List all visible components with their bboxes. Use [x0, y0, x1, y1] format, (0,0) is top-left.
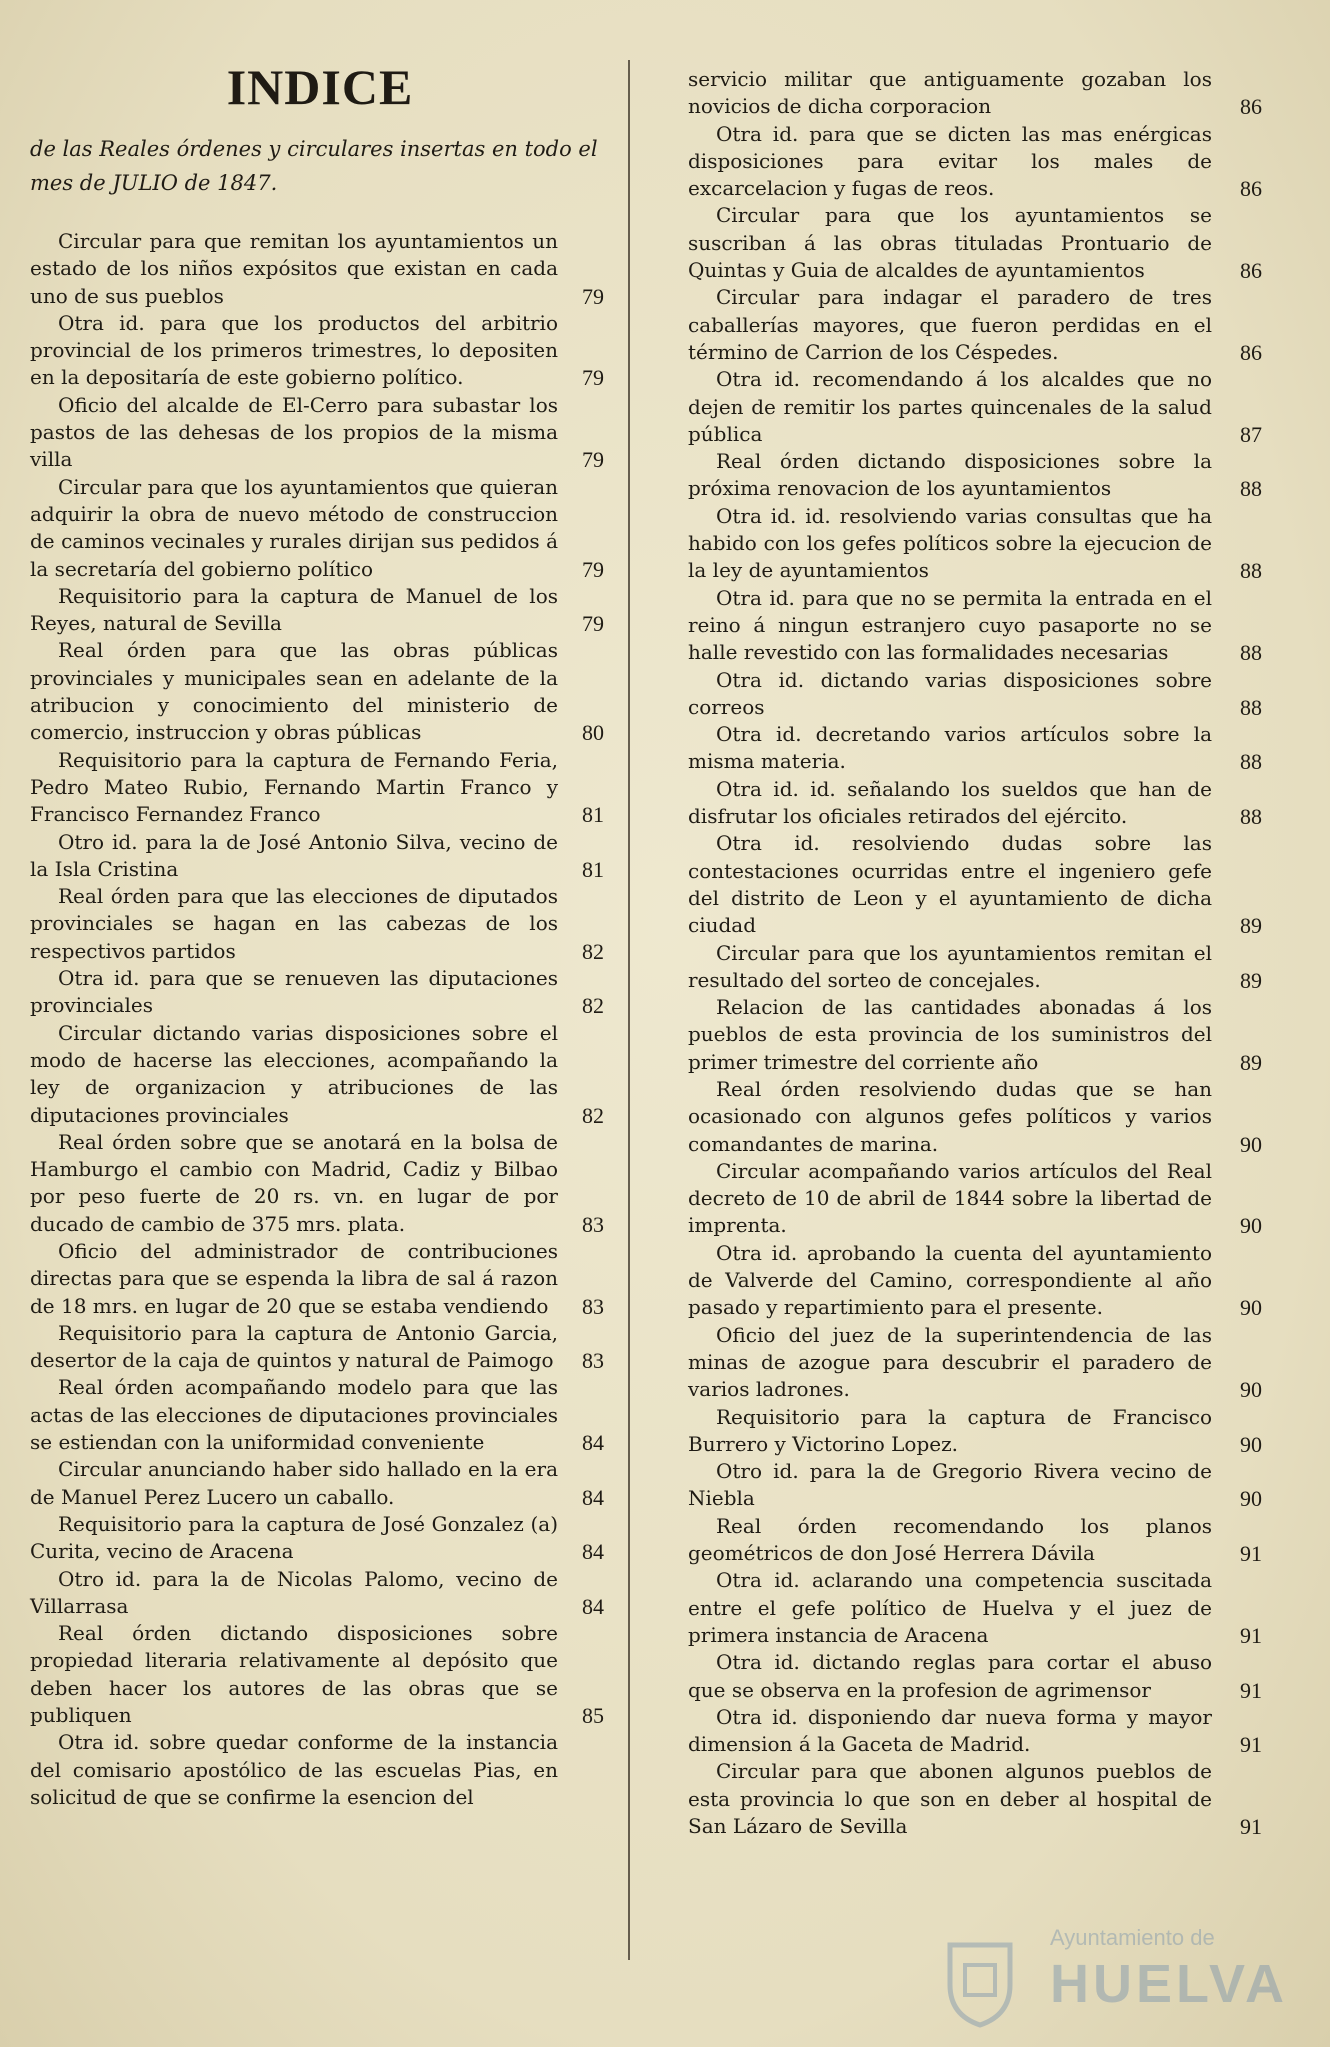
index-entry — [30, 474, 610, 583]
entry-text: Otra id. aprobando la cuenta del ayuntamiento de Valverde del Camino, correspondiente al año pasado y repartimiento para el presente. — [688, 1240, 1212, 1320]
entry-text: Circular para indagar el paradero de tres caballerías mayores, que fueron perdidas en el término de Carrion de los Céspedes. — [688, 285, 1212, 364]
entry-text: Circular para que abonen algunos pueblos de esta provincia lo que son en deber al hospital de San Lázaro de Sevilla — [688, 1759, 1212, 1838]
index-entry — [688, 1649, 1268, 1704]
entry-text: Circular acompañando varios artículos del Real decreto de 10 de abril de 1844 sobre la libertad de imprenta. — [688, 1158, 1212, 1238]
index-entry — [688, 830, 1268, 939]
index-entry — [30, 1620, 610, 1729]
entry-page-number: 81 — [582, 856, 604, 882]
index-entry — [688, 1076, 1268, 1158]
index-entry — [30, 583, 610, 638]
entry-text: Otra id. para que no se permita la entrada en el reino á ningun estranjero cuyo pasaporte no se halle revestido con las formalidades necesarias — [688, 585, 1212, 665]
entry-text: Otro id. para la de Gregorio Rivera vecino de Niebla — [688, 1459, 1212, 1511]
page-subtitle: de las Reales órdenes y circulares insertas en todo el mes de JULIO de 1847. — [30, 137, 598, 195]
index-entry — [30, 1456, 610, 1511]
column-divider — [628, 60, 630, 1960]
index-entry — [688, 366, 1268, 448]
index-entry — [30, 228, 610, 310]
entry-text: Otra id. dictando varias disposiciones sobre correos — [688, 667, 1212, 719]
entry-page-number: 82 — [582, 1102, 604, 1128]
entry-text: Requisitorio para la captura de Antonio Garcia, desertor de la caja de quintos y natural de Paimogo — [30, 1320, 558, 1373]
entry-text: Otra id. sobre quedar conforme de la instancia del comisario apostólico de las escuelas Pias, en solicitud de que se confirme la esencion del — [30, 1730, 558, 1809]
entry-text: Circular anunciando haber sido hallado en la era de Manuel Perez Lucero un caballo. — [30, 1457, 558, 1509]
index-entry — [30, 392, 610, 474]
entry-page-number: 88 — [1240, 640, 1262, 666]
index-entry — [30, 747, 610, 829]
index-entry — [688, 1158, 1268, 1240]
index-entry — [30, 1729, 610, 1811]
entry-text: Real órden para que las elecciones de diputados provinciales se hagan en las cabezas de los respectivos partidos — [30, 884, 558, 963]
entry-page-number: 83 — [582, 1293, 604, 1319]
entry-page-number: 79 — [582, 447, 604, 473]
entry-page-number: 90 — [1240, 1213, 1262, 1239]
index-entry — [688, 1513, 1268, 1568]
entry-text: Real órden sobre que se anotará en la bolsa de Hamburgo el cambio con Madrid, Cadiz y Bilbao por peso fuerte de 20 rs. vn. en lugar de por ducado de cambio de 375 mrs. plata. — [30, 1129, 558, 1236]
index-entry — [688, 202, 1268, 284]
entry-text: Otra id. resolviendo dudas sobre las contestaciones ocurridas entre el ingeniero gefe del distrito de Leon y el ayuntamiento de dicha ciudad — [688, 831, 1212, 938]
entry-page-number: 90 — [1240, 1431, 1262, 1457]
right-entries — [688, 66, 1268, 1840]
entry-page-number: 84 — [582, 1539, 604, 1565]
entry-text: Otra id. para que se renueven las diputaciones provinciales — [30, 966, 558, 1018]
entry-text: Oficio del juez de la superintendencia de las minas de azogue para descubrir el paradero de varios ladrones. — [688, 1322, 1212, 1402]
entry-text: Real órden dictando disposiciones sobre la próxima renovacion de los ayuntamientos — [688, 449, 1212, 501]
index-entry — [688, 940, 1268, 995]
watermark — [900, 1925, 1320, 2035]
entry-page-number: 88 — [1240, 558, 1262, 584]
index-entry — [688, 1458, 1268, 1513]
entry-page-number: 82 — [582, 938, 604, 964]
entry-page-number: 89 — [1240, 1049, 1262, 1075]
entry-text: Requisitorio para la captura de Fernando Feria, Pedro Mateo Rubio, Fernando Martin Franco y Francisco Fernandez Franco — [30, 747, 558, 827]
page-title: INDICE — [226, 59, 414, 115]
entry-page-number: 90 — [1240, 1377, 1262, 1403]
entry-page-number: 84 — [582, 1593, 604, 1619]
entry-page-number: 91 — [1240, 1541, 1262, 1567]
entry-page-number: 89 — [1240, 967, 1262, 993]
entry-page-number: 81 — [582, 802, 604, 828]
index-entry — [688, 776, 1268, 831]
index-entry — [688, 121, 1268, 203]
entry-text: Otro id. para la de José Antonio Silva, vecino de la Isla Cristina — [30, 829, 558, 881]
entry-page-number: 87 — [1240, 421, 1262, 447]
entry-text: Real órden recomendando los planos geométricos de don José Herrera Dávila — [688, 1513, 1212, 1566]
entry-text: Otra id. id. señalando los sueldos que han de disfrutar los oficiales retirados del ejército. — [688, 776, 1212, 829]
entry-page-number: 83 — [582, 1211, 604, 1237]
entry-page-number: 84 — [582, 1484, 604, 1510]
entry-page-number: 88 — [1240, 476, 1262, 502]
entry-page-number: 79 — [582, 611, 604, 637]
entry-text: Circular para que los ayuntamientos remitan el resultado del sorteo de concejales. — [688, 940, 1212, 992]
index-entry — [30, 829, 610, 884]
entry-text: Oficio del administrador de contribuciones directas para que se espenda la libra de sal á razon de 18 mrs. en lugar de 20 que se estaba vendiendo — [30, 1238, 558, 1318]
index-entry — [688, 66, 1268, 121]
entry-text: Circular para que remitan los ayuntamientos un estado de los niños expósitos que existan en cada uno de sus pueblos — [30, 229, 558, 308]
entry-page-number: 86 — [1240, 94, 1262, 120]
entry-page-number: 79 — [582, 365, 604, 391]
index-entry — [30, 1374, 610, 1456]
entry-page-number: 91 — [1240, 1677, 1262, 1703]
entry-text: servicio militar que antiguamente gozaban los novicios de dicha corporacion — [688, 67, 1212, 119]
watermark-top-text: Ayuntamiento de — [1050, 1925, 1215, 1950]
index-entry — [688, 994, 1268, 1076]
entry-text: Otra id. decretando varios artículos sobre la misma materia. — [688, 722, 1212, 774]
entry-text: Otra id. para que se dicten las mas enérgicas disposiciones para evitar los males de excarcelacion y fugas de reos. — [688, 121, 1212, 201]
entry-page-number: 90 — [1240, 1295, 1262, 1321]
index-entry — [688, 1567, 1268, 1649]
entry-text: Circular para que los ayuntamientos se suscriban á las obras tituladas Prontuario de Quintas y Guia de alcaldes de ayuntamientos — [688, 203, 1212, 283]
entry-page-number: 85 — [582, 1703, 604, 1729]
entry-text: Real órden acompañando modelo para que las actas de las elecciones de diputaciones provinciales se estiendan con la uniformidad conveniente — [30, 1375, 558, 1455]
entry-page-number: 91 — [1240, 1732, 1262, 1758]
entry-text: Requisitorio para la captura de Manuel de los Reyes, natural de Sevilla — [30, 583, 558, 636]
entry-text: Real órden dictando disposiciones sobre propiedad literaria relativamente al depósito que deben hacer los autores de las obras que se publiquen — [30, 1621, 558, 1728]
entry-page-number: 90 — [1240, 1131, 1262, 1157]
entry-text: Otra id. para que los productos del arbitrio provincial de los primeros trimestres, lo depositen en la depositaría de este gobierno político. — [30, 310, 558, 390]
entry-page-number: 84 — [582, 1430, 604, 1456]
entry-page-number: 80 — [582, 720, 604, 746]
entry-text: Requisitorio para la captura de Francisco Burrero y Victorino Lopez. — [688, 1404, 1212, 1456]
entry-text: Otra id. dictando reglas para cortar el abuso que se observa en la profesion de agrimensor — [688, 1650, 1212, 1702]
entry-text: Otra id. aclarando una competencia suscitada entre el gefe político de Huelva y el juez de primera instancia de Aracena — [688, 1568, 1212, 1647]
index-entry — [30, 1238, 610, 1320]
index-entry — [30, 310, 610, 392]
entry-page-number: 88 — [1240, 694, 1262, 720]
entry-text: Circular para que los ayuntamientos que quieran adquirir la obra de nuevo método de construccion de caminos vecinales y rurales dirijan sus pedidos á la secretaría del gobierno político — [30, 474, 558, 581]
entry-text: Otro id. para la de Nicolas Palomo, vecino de Villarrasa — [30, 1566, 558, 1618]
entry-text: Otra id. id. resolviendo varias consultas que ha habido con los gefes políticos sobre la ejecucion de la ley de ayuntamientos — [688, 503, 1212, 583]
index-entry — [688, 1704, 1268, 1759]
entry-page-number: 82 — [582, 993, 604, 1019]
entry-text: Real órden resolviendo dudas que se han ocasionado con algunos gefes políticos y varios comandantes de marina. — [688, 1076, 1212, 1156]
crest-icon — [930, 1930, 1030, 2030]
index-entry — [688, 1240, 1268, 1322]
entry-page-number: 79 — [582, 556, 604, 582]
entry-page-number: 88 — [1240, 804, 1262, 830]
entry-page-number: 90 — [1240, 1486, 1262, 1512]
index-entry — [688, 448, 1268, 503]
entry-page-number: 89 — [1240, 913, 1262, 939]
index-entry — [30, 637, 610, 746]
entry-text: Requisitorio para la captura de José Gonzalez (a) Curita, vecino de Aracena — [30, 1511, 558, 1564]
watermark-main-text: HUELVA — [1050, 1954, 1288, 2014]
index-entry — [30, 1129, 610, 1238]
index-entry — [688, 1322, 1268, 1404]
entry-text: Oficio del alcalde de El-Cerro para subastar los pastos de las dehesas de los propios de la misma villa — [30, 392, 558, 472]
index-entry — [30, 965, 610, 1020]
index-entry — [688, 721, 1268, 776]
entry-page-number: 91 — [1240, 1814, 1262, 1839]
entry-page-number: 86 — [1240, 176, 1262, 202]
index-entry — [30, 1511, 610, 1566]
index-entry — [688, 1758, 1268, 1840]
entry-page-number: 86 — [1240, 339, 1262, 365]
index-entry — [30, 1020, 610, 1129]
index-entry — [30, 883, 610, 965]
entry-text: Otra id. recomendando á los alcaldes que no dejen de remitir los partes quincenales de la salud pública — [688, 367, 1212, 446]
index-entry — [688, 1404, 1268, 1459]
entry-page-number: 83 — [582, 1348, 604, 1374]
entry-page-number: 79 — [582, 283, 604, 309]
index-entry — [688, 585, 1268, 667]
entry-page-number: 91 — [1240, 1622, 1262, 1648]
entry-text: Relacion de las cantidades abonadas á los pueblos de esta provincia de los suministros del primer trimestre del corriente año — [688, 995, 1212, 1074]
index-entry — [688, 667, 1268, 722]
entry-page-number: 88 — [1240, 749, 1262, 775]
index-entry — [688, 503, 1268, 585]
entry-text: Real órden para que las obras públicas provinciales y municipales sean en adelante de la atribucion y conocimiento del ministerio de comercio, instruccion y obras públicas — [30, 638, 558, 745]
entry-text: Otra id. disponiendo dar nueva forma y mayor dimension á la Gaceta de Madrid. — [688, 1704, 1212, 1757]
index-entry — [30, 1320, 610, 1375]
entry-page-number: 86 — [1240, 258, 1262, 284]
index-entry — [30, 1566, 610, 1621]
entry-text: Circular dictando varias disposiciones sobre el modo de hacerse las elecciones, acompañando la ley de organizacion y atribuciones de las diputaciones provinciales — [30, 1020, 558, 1127]
index-entry — [688, 284, 1268, 366]
left-entries — [30, 228, 610, 1811]
